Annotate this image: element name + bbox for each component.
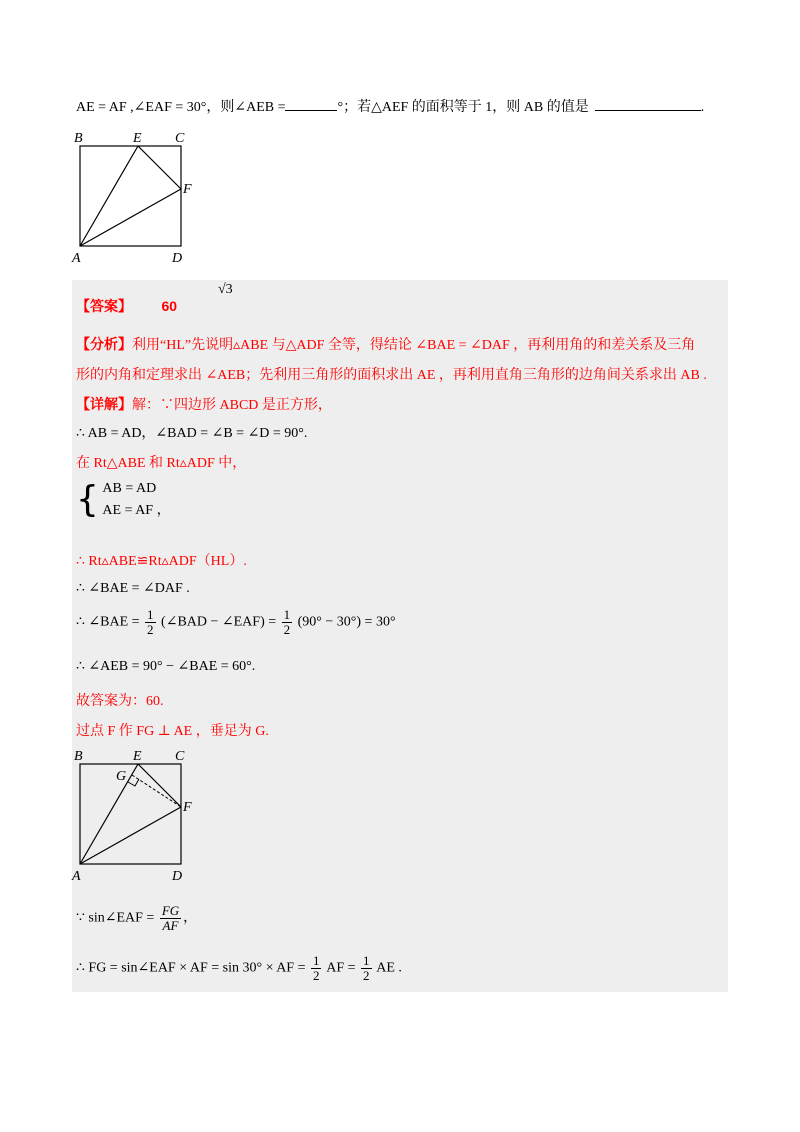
label-e: E [133,131,142,146]
analysis-line-1 [76,334,695,354]
fraction-num: 1 [283,607,291,622]
detail-step-5 [76,608,396,637]
step5-part-a: ∴ ∠BAE = [76,614,140,630]
fraction-den: 2 [147,622,154,637]
fraction-den: 2 [363,968,370,983]
label-a: A [72,251,81,266]
right-angle-mark [128,779,139,786]
step9-part-a: ∵ sin∠EAF = [76,910,155,926]
system-line-2: AE = AF ， [102,503,171,518]
segment-fg-dashed [132,775,181,807]
system-line-1: AB = AD [102,481,157,496]
label-d: D [172,251,183,266]
segment-ae [80,146,138,246]
figure-square-2 [68,746,198,886]
fraction-num: FG [161,903,180,918]
label-b: B [74,131,83,146]
detail-step-7: 故答案为：60. [76,694,164,709]
fraction-half-3 [311,954,322,983]
segment-af [80,807,181,864]
analysis-text-1: 利用“HL”先说明▵ABE 与△ADF 全等，得结论 ∠BAE = ∠DAF ，再利用角的和差关系及三角 [132,338,696,353]
step10-part-c: AE . [376,960,402,976]
question-line [76,96,704,116]
fraction-half-2 [282,608,293,637]
fraction-half-4 [361,954,372,983]
label-c: C [175,749,185,764]
label-d: D [172,869,183,884]
segment-af [80,189,181,246]
detail-step-9 [76,904,197,933]
step5-part-b: (∠BAD − ∠EAF) = [161,614,277,630]
detail-intro: 解：∵四边形 ABCD 是正方形， [132,398,332,413]
detail-step-4: ∴ ∠BAE = ∠DAF . [76,581,190,596]
label-g: G [116,769,127,784]
fraction-fg-af [160,904,181,933]
answer-value-1: 60 [161,298,178,314]
detail-step-1: ∴ AB = AD，∠BAD = ∠B = ∠D = 90°. [76,426,308,441]
detail-step-2: 在 Rt△ABE 和 Rt▵ADF 中， [76,456,247,471]
fraction-num: 1 [312,953,320,968]
detail-line-intro [76,394,332,414]
label-c: C [175,131,185,146]
segment-ef [138,146,181,189]
label-f: F [183,800,192,815]
question-end: . [700,100,705,115]
segment-ae [80,764,138,864]
step5-part-c: (90° − 30°) = 30° [297,614,396,630]
detail-step-10 [76,954,402,983]
square-outline [80,764,181,864]
step10-part-a: ∴ FG = sin∠EAF × AF = sin 30° × AF = [76,960,306,976]
answer-blank-2 [595,100,701,111]
answer-line [76,296,177,316]
step10-part-b: AF = [326,960,356,976]
detail-step-8: 过点 F 作 FG ⊥ AE ，垂足为 G. [76,724,269,739]
detail-step-6: ∴ ∠AEB = 90° − ∠BAE = 60°. [76,659,256,674]
analysis-line-2: 形的内角和定理求出 ∠AEB；先利用三角形的面积求出 AE ，再利用直角三角形的边角间关系求出 AB . [76,368,707,383]
analysis-label: 【分析】 [76,336,132,352]
fraction-den: 2 [312,968,320,983]
fraction-den: AF [162,918,179,933]
fraction-num: 1 [147,607,154,622]
detail-label: 【详解】 [76,396,132,412]
fraction-num: 1 [363,953,370,968]
step9-part-b: ， [183,910,198,926]
equation-system [76,478,171,522]
label-a: A [72,869,81,884]
answer-blank-1 [285,100,337,111]
answer-value-2: √3 [218,282,233,297]
label-b: B [74,749,83,764]
fraction-den: 2 [283,622,291,637]
fraction-half-1 [145,608,156,637]
square-outline [80,146,181,246]
answer-label: 【答案】 [76,298,132,314]
label-f: F [183,182,192,197]
question-middle: °；若△AEF 的面积等于 1，则 AB 的值是 [337,100,589,115]
question-prefix: AE = AF ,∠EAF = 30°，则∠AEB = [76,100,286,115]
segment-ef [138,764,181,807]
figure-square-1 [68,128,198,268]
detail-step-3: ∴ Rt▵ABE≌Rt▵ADF（HL）. [76,554,247,569]
label-e: E [133,749,142,764]
system-brace: { [76,479,99,520]
system-lines [102,478,170,522]
